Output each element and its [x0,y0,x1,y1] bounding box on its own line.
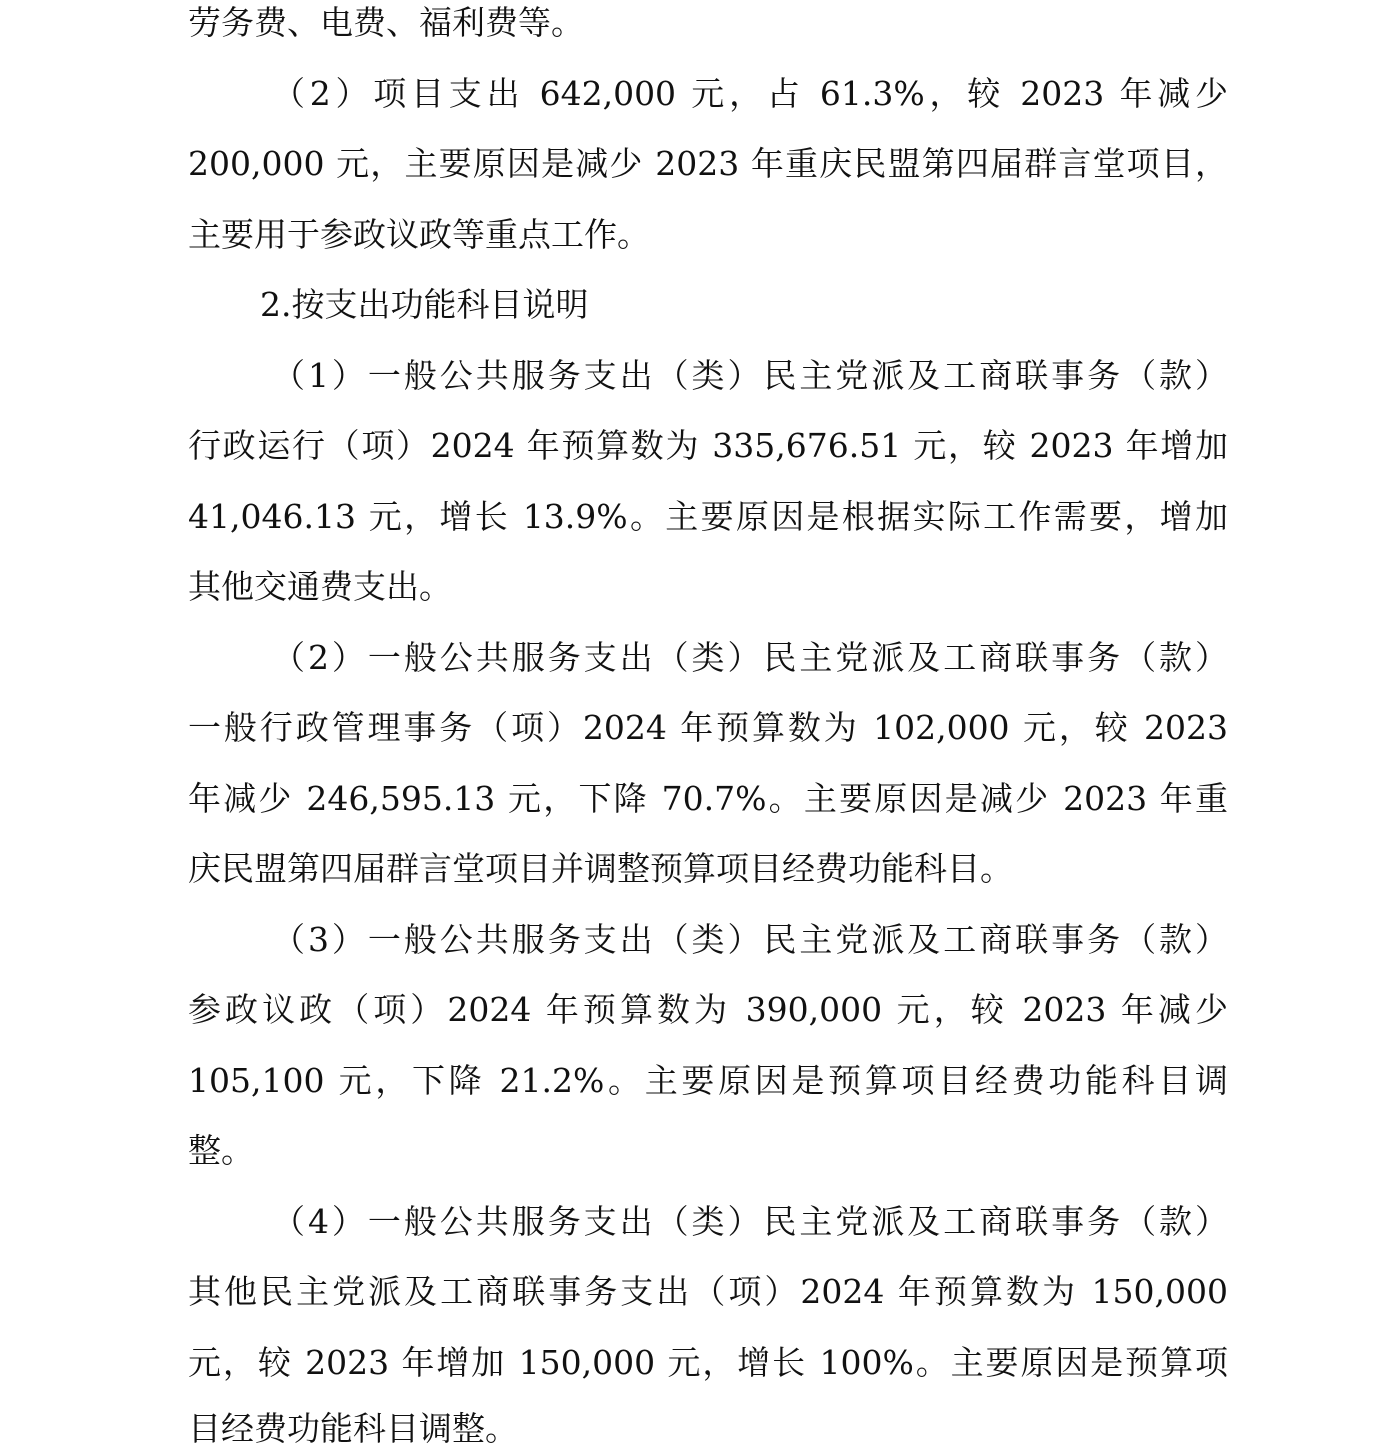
text-line-6: （1）一般公共服务支出（类）民主党派及工商联事务（款） [272,356,1228,395]
text-line-7: 行政运行（项）2024 年预算数为 335,676.51 元，较 2023 年增加 [188,426,1228,465]
text-line-18: （4）一般公共服务支出（类）民主党派及工商联事务（款） [272,1202,1228,1241]
text-line-1: 劳务费、电费、福利费等。 [188,3,584,42]
text-line-20: 元，较 2023 年增加 150,000 元，增长 100%。主要原因是预算项 [188,1343,1228,1382]
section-heading: 2.按支出功能科目说明 [260,285,589,324]
text-line-13: 庆民盟第四届群言堂项目并调整预算项目经费功能科目。 [188,849,1013,888]
text-line-4: 主要用于参政议政等重点工作。 [188,215,650,254]
text-line-3: 200,000 元，主要原因是减少 2023 年重庆民盟第四届群言堂项目， [188,144,1228,183]
text-line-8: 41,046.13 元，增长 13.9%。主要原因是根据实际工作需要，增加 [188,497,1228,536]
text-line-19: 其他民主党派及工商联事务支出（项）2024 年预算数为 150,000 [188,1272,1228,1311]
text-line-14: （3）一般公共服务支出（类）民主党派及工商联事务（款） [272,920,1228,959]
text-line-17: 整。 [188,1131,254,1170]
text-line-11: 一般行政管理事务（项）2024 年预算数为 102,000 元，较 2023 [188,708,1228,747]
text-line-21: 目经费功能科目调整。 [188,1409,518,1448]
text-line-10: （2）一般公共服务支出（类）民主党派及工商联事务（款） [272,638,1228,677]
text-line-15: 参政议政（项）2024 年预算数为 390,000 元，较 2023 年减少 [188,990,1228,1029]
text-line-16: 105,100 元，下降 21.2%。主要原因是预算项目经费功能科目调 [188,1061,1228,1100]
text-line-12: 年减少 246,595.13 元，下降 70.7%。主要原因是减少 2023 年重 [188,779,1228,818]
text-line-2: （2）项目支出 642,000 元，占 61.3%，较 2023 年减少 [272,74,1228,113]
text-line-9: 其他交通费支出。 [188,567,452,606]
